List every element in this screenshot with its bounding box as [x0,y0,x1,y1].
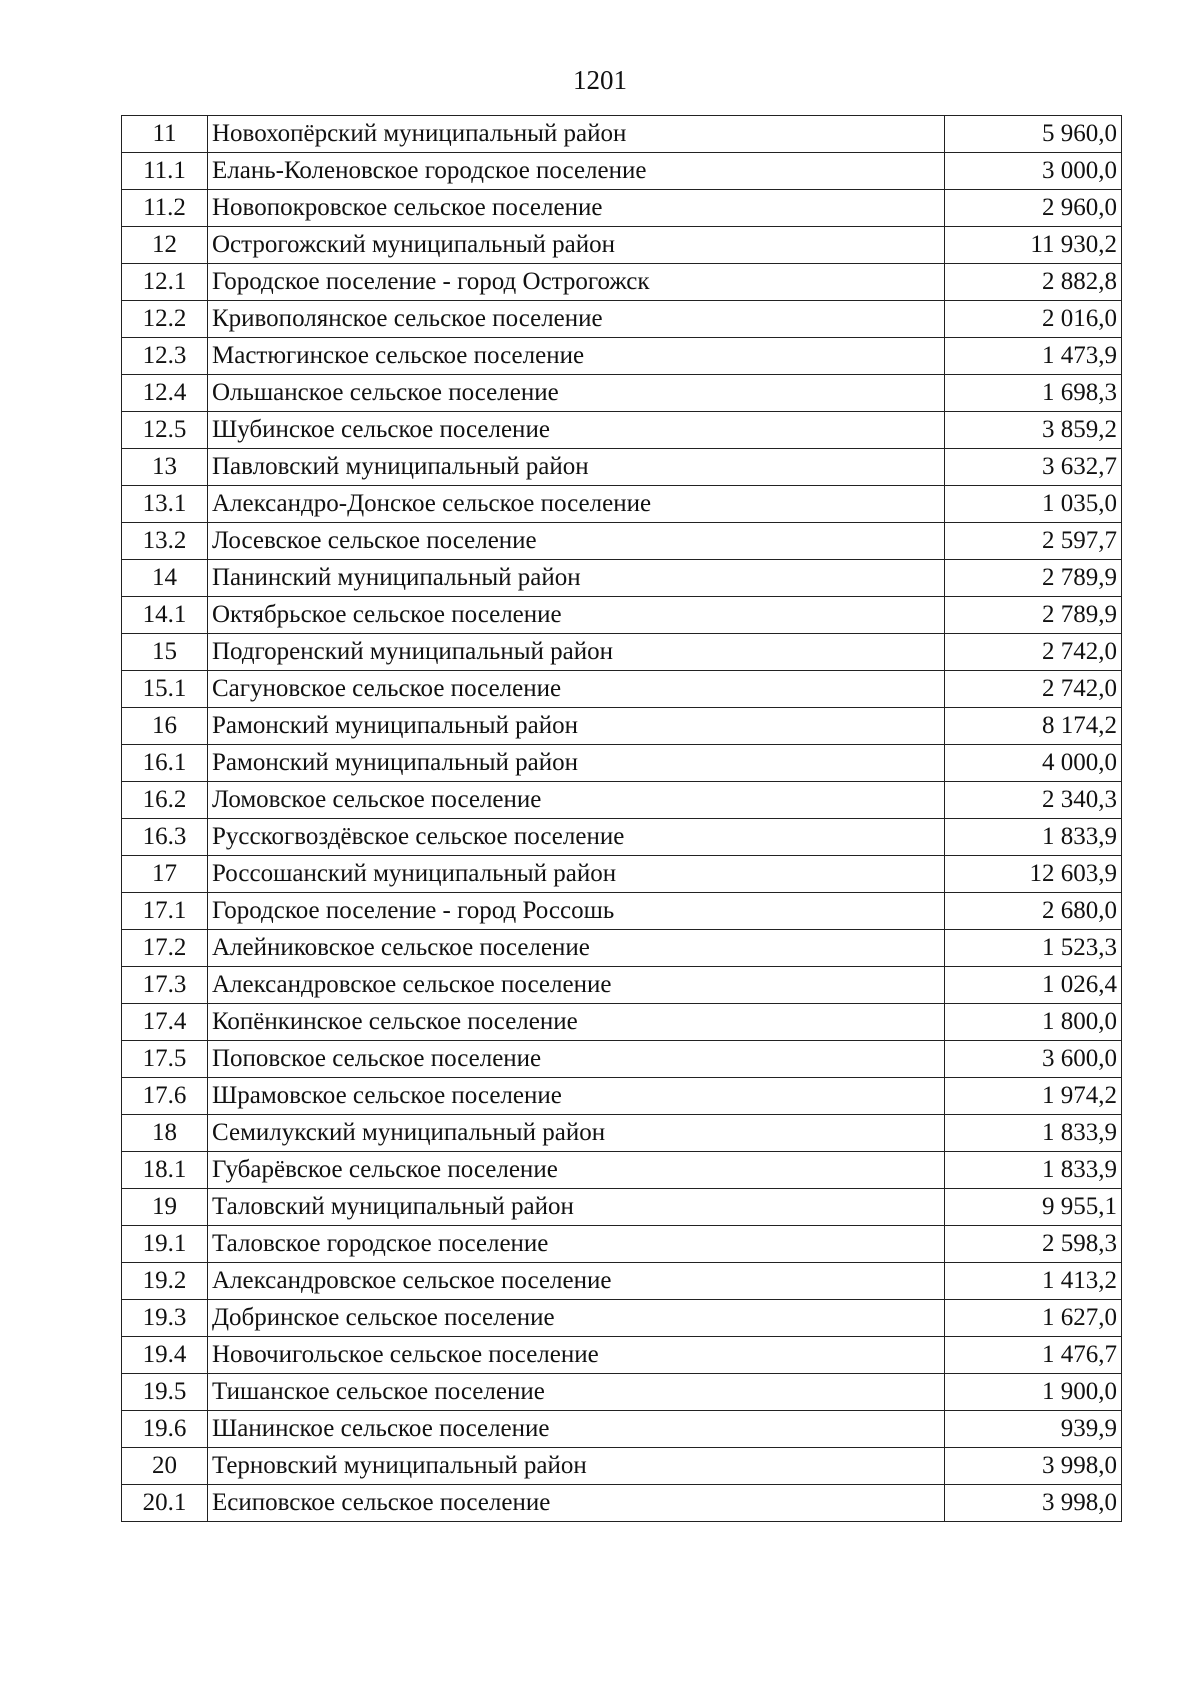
municipality-name-cell: Новопокровское сельское поселение [208,190,945,227]
amount-cell: 3 000,0 [945,153,1122,190]
municipality-name-cell: Копёнкинское сельское поселение [208,1004,945,1041]
table-row [122,1448,1122,1485]
row-number-cell: 12.3 [122,338,208,375]
amount-cell: 2 789,9 [945,597,1122,634]
municipality-name-cell: Александро-Донское сельское поселение [208,486,945,523]
municipality-name-cell: Шрамовское сельское поселение [208,1078,945,1115]
municipality-name-cell: Рамонский муниципальный район [208,745,945,782]
table-row [122,1337,1122,1374]
row-number-cell: 17.6 [122,1078,208,1115]
row-number-cell: 20 [122,1448,208,1485]
table-row [122,1485,1122,1522]
row-number-cell: 16.2 [122,782,208,819]
row-number-cell: 13 [122,449,208,486]
row-number-cell: 19.3 [122,1300,208,1337]
row-number-cell: 17.4 [122,1004,208,1041]
amount-cell: 2 882,8 [945,264,1122,301]
amount-cell: 2 960,0 [945,190,1122,227]
amount-cell: 3 998,0 [945,1485,1122,1522]
table-row [122,745,1122,782]
amount-cell: 4 000,0 [945,745,1122,782]
amount-cell: 2 789,9 [945,560,1122,597]
row-number-cell: 16.3 [122,819,208,856]
amount-cell: 3 600,0 [945,1041,1122,1078]
amount-cell: 2 597,7 [945,523,1122,560]
amount-cell: 12 603,9 [945,856,1122,893]
municipality-name-cell: Русскогвоздёвское сельское поселение [208,819,945,856]
amount-cell: 2 340,3 [945,782,1122,819]
page-number: 1201 [573,65,627,95]
table-row [122,486,1122,523]
amount-cell: 3 859,2 [945,412,1122,449]
amount-cell: 2 016,0 [945,301,1122,338]
table-row [122,153,1122,190]
municipality-name-cell: Лосевское сельское поселение [208,523,945,560]
amount-cell: 1 698,3 [945,375,1122,412]
table-row [122,375,1122,412]
table-row [122,116,1122,153]
amount-cell: 1 413,2 [945,1263,1122,1300]
row-number-cell: 12.4 [122,375,208,412]
municipality-name-cell: Россошанский муниципальный район [208,856,945,893]
table-row [122,1411,1122,1448]
municipality-name-cell: Ольшанское сельское поселение [208,375,945,412]
table-row [122,1226,1122,1263]
municipality-name-cell: Острогожский муниципальный район [208,227,945,264]
amount-cell: 3 632,7 [945,449,1122,486]
amount-cell: 1 833,9 [945,819,1122,856]
table-row [122,301,1122,338]
municipality-name-cell: Александровское сельское поселение [208,967,945,1004]
amount-cell: 2 680,0 [945,893,1122,930]
municipality-name-cell: Терновский муниципальный район [208,1448,945,1485]
row-number-cell: 18.1 [122,1152,208,1189]
municipality-name-cell: Октябрьское сельское поселение [208,597,945,634]
amount-cell: 2 742,0 [945,671,1122,708]
municipality-name-cell: Шубинское сельское поселение [208,412,945,449]
amount-cell: 1 026,4 [945,967,1122,1004]
table-row [122,819,1122,856]
row-number-cell: 12.5 [122,412,208,449]
municipality-name-cell: Мастюгинское сельское поселение [208,338,945,375]
table-row [122,1300,1122,1337]
amount-cell: 939,9 [945,1411,1122,1448]
amount-cell: 1 523,3 [945,930,1122,967]
amount-cell: 1 974,2 [945,1078,1122,1115]
municipality-name-cell: Подгоренский муниципальный район [208,634,945,671]
table-body [122,116,1122,1522]
municipality-name-cell: Новочигольское сельское поселение [208,1337,945,1374]
amount-cell: 1 473,9 [945,338,1122,375]
table-row [122,227,1122,264]
row-number-cell: 18 [122,1115,208,1152]
municipality-name-cell: Таловское городское поселение [208,1226,945,1263]
municipality-name-cell: Таловский муниципальный район [208,1189,945,1226]
row-number-cell: 17.5 [122,1041,208,1078]
amount-cell: 1 900,0 [945,1374,1122,1411]
table-row [122,190,1122,227]
table-row [122,708,1122,745]
table-row [122,560,1122,597]
row-number-cell: 15.1 [122,671,208,708]
amount-cell: 9 955,1 [945,1189,1122,1226]
municipality-name-cell: Сагуновское сельское поселение [208,671,945,708]
amount-cell: 1 833,9 [945,1115,1122,1152]
municipality-name-cell: Шанинское сельское поселение [208,1411,945,1448]
table-row [122,782,1122,819]
row-number-cell: 19 [122,1189,208,1226]
table-row [122,338,1122,375]
row-number-cell: 11.2 [122,190,208,227]
municipality-name-cell: Семилукский муниципальный район [208,1115,945,1152]
row-number-cell: 19.4 [122,1337,208,1374]
row-number-cell: 13.2 [122,523,208,560]
amount-cell: 1 476,7 [945,1337,1122,1374]
row-number-cell: 14 [122,560,208,597]
row-number-cell: 19.2 [122,1263,208,1300]
municipality-name-cell: Есиповское сельское поселение [208,1485,945,1522]
amount-cell: 11 930,2 [945,227,1122,264]
row-number-cell: 19.6 [122,1411,208,1448]
row-number-cell: 12.1 [122,264,208,301]
amount-cell: 8 174,2 [945,708,1122,745]
amount-cell: 2 598,3 [945,1226,1122,1263]
municipality-name-cell: Поповское сельское поселение [208,1041,945,1078]
municipality-name-cell: Добринское сельское поселение [208,1300,945,1337]
table-row [122,1004,1122,1041]
row-number-cell: 11 [122,116,208,153]
amount-cell: 3 998,0 [945,1448,1122,1485]
row-number-cell: 17.1 [122,893,208,930]
table-row [122,893,1122,930]
municipality-name-cell: Тишанское сельское поселение [208,1374,945,1411]
amount-cell: 1 800,0 [945,1004,1122,1041]
municipality-name-cell: Кривополянское сельское поселение [208,301,945,338]
row-number-cell: 17.2 [122,930,208,967]
municipality-name-cell: Городское поселение - город Россошь [208,893,945,930]
row-number-cell: 11.1 [122,153,208,190]
municipality-name-cell: Губарёвское сельское поселение [208,1152,945,1189]
municipality-name-cell: Новохопёрский муниципальный район [208,116,945,153]
table-row [122,1374,1122,1411]
table-row [122,1263,1122,1300]
row-number-cell: 15 [122,634,208,671]
table-row [122,523,1122,560]
table-row [122,930,1122,967]
amount-cell: 5 960,0 [945,116,1122,153]
municipality-name-cell: Городское поселение - город Острогожск [208,264,945,301]
row-number-cell: 17.3 [122,967,208,1004]
allocation-table [121,115,1122,1522]
table-row [122,1115,1122,1152]
row-number-cell: 17 [122,856,208,893]
municipality-name-cell: Ломовское сельское поселение [208,782,945,819]
table-row [122,634,1122,671]
table-row [122,1152,1122,1189]
row-number-cell: 20.1 [122,1485,208,1522]
table-row [122,449,1122,486]
table-row [122,412,1122,449]
amount-cell: 1 627,0 [945,1300,1122,1337]
table-row [122,264,1122,301]
row-number-cell: 16.1 [122,745,208,782]
municipality-name-cell: Алейниковское сельское поселение [208,930,945,967]
row-number-cell: 12.2 [122,301,208,338]
table-row [122,967,1122,1004]
table-row [122,671,1122,708]
row-number-cell: 16 [122,708,208,745]
amount-cell: 1 833,9 [945,1152,1122,1189]
amount-cell: 1 035,0 [945,486,1122,523]
amount-cell: 2 742,0 [945,634,1122,671]
municipality-name-cell: Елань-Коленовское городское поселение [208,153,945,190]
row-number-cell: 19.5 [122,1374,208,1411]
row-number-cell: 14.1 [122,597,208,634]
table-row [122,597,1122,634]
table-row [122,1041,1122,1078]
row-number-cell: 12 [122,227,208,264]
municipality-name-cell: Панинский муниципальный район [208,560,945,597]
row-number-cell: 19.1 [122,1226,208,1263]
municipality-name-cell: Александровское сельское поселение [208,1263,945,1300]
table-row [122,1078,1122,1115]
table-row [122,856,1122,893]
municipality-name-cell: Рамонский муниципальный район [208,708,945,745]
table-row [122,1189,1122,1226]
row-number-cell: 13.1 [122,486,208,523]
municipality-name-cell: Павловский муниципальный район [208,449,945,486]
